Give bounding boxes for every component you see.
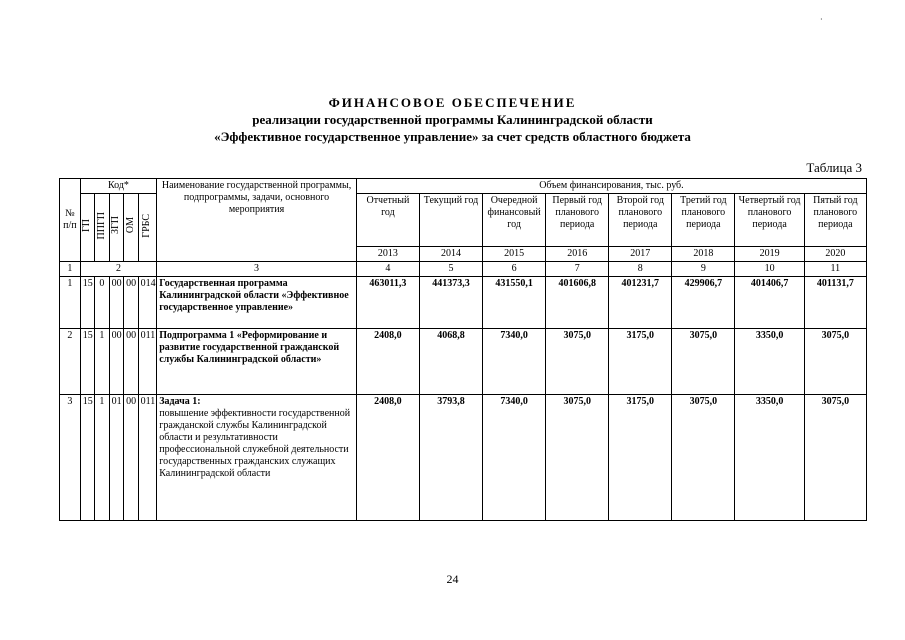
header-name: Наименование государственной программы, подпрограммы, задачи, основного мероприятия (157, 179, 357, 262)
row-description (157, 395, 357, 521)
code-zgp: 00 (109, 329, 123, 395)
header-code-grbs: ГРБС (138, 194, 157, 262)
header-volume: Объем финансирования, тыс. руб. (356, 179, 866, 194)
index-cell: 1 (60, 262, 81, 277)
value-cell: 431550,1 (483, 277, 546, 329)
index-cell: 3 (157, 262, 357, 277)
header-row-1 (60, 179, 867, 194)
index-cell: 11 (804, 262, 866, 277)
header-period-1: Отчетный год (356, 194, 419, 247)
index-cell: 4 (356, 262, 419, 277)
table-row (60, 329, 867, 395)
header-year: 2014 (419, 247, 482, 262)
header-period-5: Второй год планового периода (609, 194, 672, 247)
row-title: Государственная программа Калининградской области «Эффективное государственное управление» (159, 278, 349, 313)
header-year: 2016 (546, 247, 609, 262)
document-subtitle-line-1: реализации государственной программы Калининградской области (252, 112, 653, 127)
code-grbs: 014 (138, 277, 157, 329)
code-om: 00 (124, 395, 138, 521)
row-num: 2 (60, 329, 81, 395)
value-cell: 3075,0 (804, 329, 866, 395)
header-code: Код* (80, 179, 157, 194)
table-row (60, 395, 867, 521)
code-zgp: 01 (109, 395, 123, 521)
table-label: Таблица 3 (806, 160, 862, 175)
value-cell: 3075,0 (804, 395, 866, 521)
value-cell: 3175,0 (609, 329, 672, 395)
index-cell: 8 (609, 262, 672, 277)
header-period-6: Третий год планового периода (672, 194, 735, 247)
header-period-7: Четвертый год планового периода (735, 194, 804, 247)
value-cell: 3793,8 (419, 395, 482, 521)
index-cell: 2 (80, 262, 157, 277)
header-period-8: Пятый год планового периода (804, 194, 866, 247)
value-cell: 7340,0 (483, 395, 546, 521)
header-num: № п/п (60, 179, 81, 262)
index-cell: 5 (419, 262, 482, 277)
value-cell: 401606,8 (546, 277, 609, 329)
value-cell: 429906,7 (672, 277, 735, 329)
row-text: повышение эффективности государственной гражданской службы Калининградской области и результативности профессиональной служебной деятельности государственных гражданских служащих Калининградской области (159, 408, 351, 479)
document-subtitle-line-2: «Эффективное государственное управление» за счет средств областного бюджета (214, 129, 691, 144)
row-num: 1 (60, 277, 81, 329)
value-cell: 3075,0 (546, 395, 609, 521)
index-cell: 7 (546, 262, 609, 277)
value-cell: 7340,0 (483, 329, 546, 395)
value-cell: 3175,0 (609, 395, 672, 521)
index-cell: 6 (483, 262, 546, 277)
value-cell: 4068,8 (419, 329, 482, 395)
value-cell: 3075,0 (672, 395, 735, 521)
scan-mark: · (820, 15, 823, 24)
row-num: 3 (60, 395, 81, 521)
header-year: 2018 (672, 247, 735, 262)
header-code-zgp: ЗГП (109, 194, 123, 262)
header-period-3: Очередной финансовый год (483, 194, 546, 247)
header-year: 2017 (609, 247, 672, 262)
value-cell: 3075,0 (546, 329, 609, 395)
code-gp: 15 (80, 329, 94, 395)
header-year: 2020 (804, 247, 866, 262)
value-cell: 3350,0 (735, 329, 804, 395)
code-zgp: 00 (109, 277, 123, 329)
index-row (60, 262, 867, 277)
code-grbs: 011 (138, 395, 157, 521)
code-ppgp: 1 (95, 395, 109, 521)
code-grbs: 011 (138, 329, 157, 395)
value-cell: 3350,0 (735, 395, 804, 521)
row-description (157, 329, 357, 395)
value-cell: 441373,3 (419, 277, 482, 329)
value-cell: 3075,0 (672, 329, 735, 395)
value-cell: 401406,7 (735, 277, 804, 329)
index-cell: 9 (672, 262, 735, 277)
value-cell: 401231,7 (609, 277, 672, 329)
financing-table (59, 178, 867, 521)
row-description (157, 277, 357, 329)
row-title: Задача 1: (159, 396, 201, 407)
header-year: 2019 (735, 247, 804, 262)
code-om: 00 (124, 329, 138, 395)
code-ppgp: 0 (95, 277, 109, 329)
value-cell: 463011,3 (356, 277, 419, 329)
header-period-2: Текущий год (419, 194, 482, 247)
header-code-om: ОМ (124, 194, 138, 262)
code-gp: 15 (80, 277, 94, 329)
value-cell: 401131,7 (804, 277, 866, 329)
code-om: 00 (124, 277, 138, 329)
header-code-ppgp: ППГП (95, 194, 109, 262)
header-year: 2013 (356, 247, 419, 262)
row-title: Подпрограмма 1 «Реформирование и развитие государственной гражданской службы Калининградской области» (159, 330, 340, 365)
header-year: 2015 (483, 247, 546, 262)
table-row (60, 277, 867, 329)
value-cell: 2408,0 (356, 329, 419, 395)
code-gp: 15 (80, 395, 94, 521)
header-code-gp: ГП (80, 194, 94, 262)
page-number: 24 (446, 572, 459, 586)
index-cell: 10 (735, 262, 804, 277)
document-title: ФИНАНСОВОЕ ОБЕСПЕЧЕНИЕ (328, 95, 577, 110)
code-ppgp: 1 (95, 329, 109, 395)
value-cell: 2408,0 (356, 395, 419, 521)
header-period-4: Первый год планового периода (546, 194, 609, 247)
